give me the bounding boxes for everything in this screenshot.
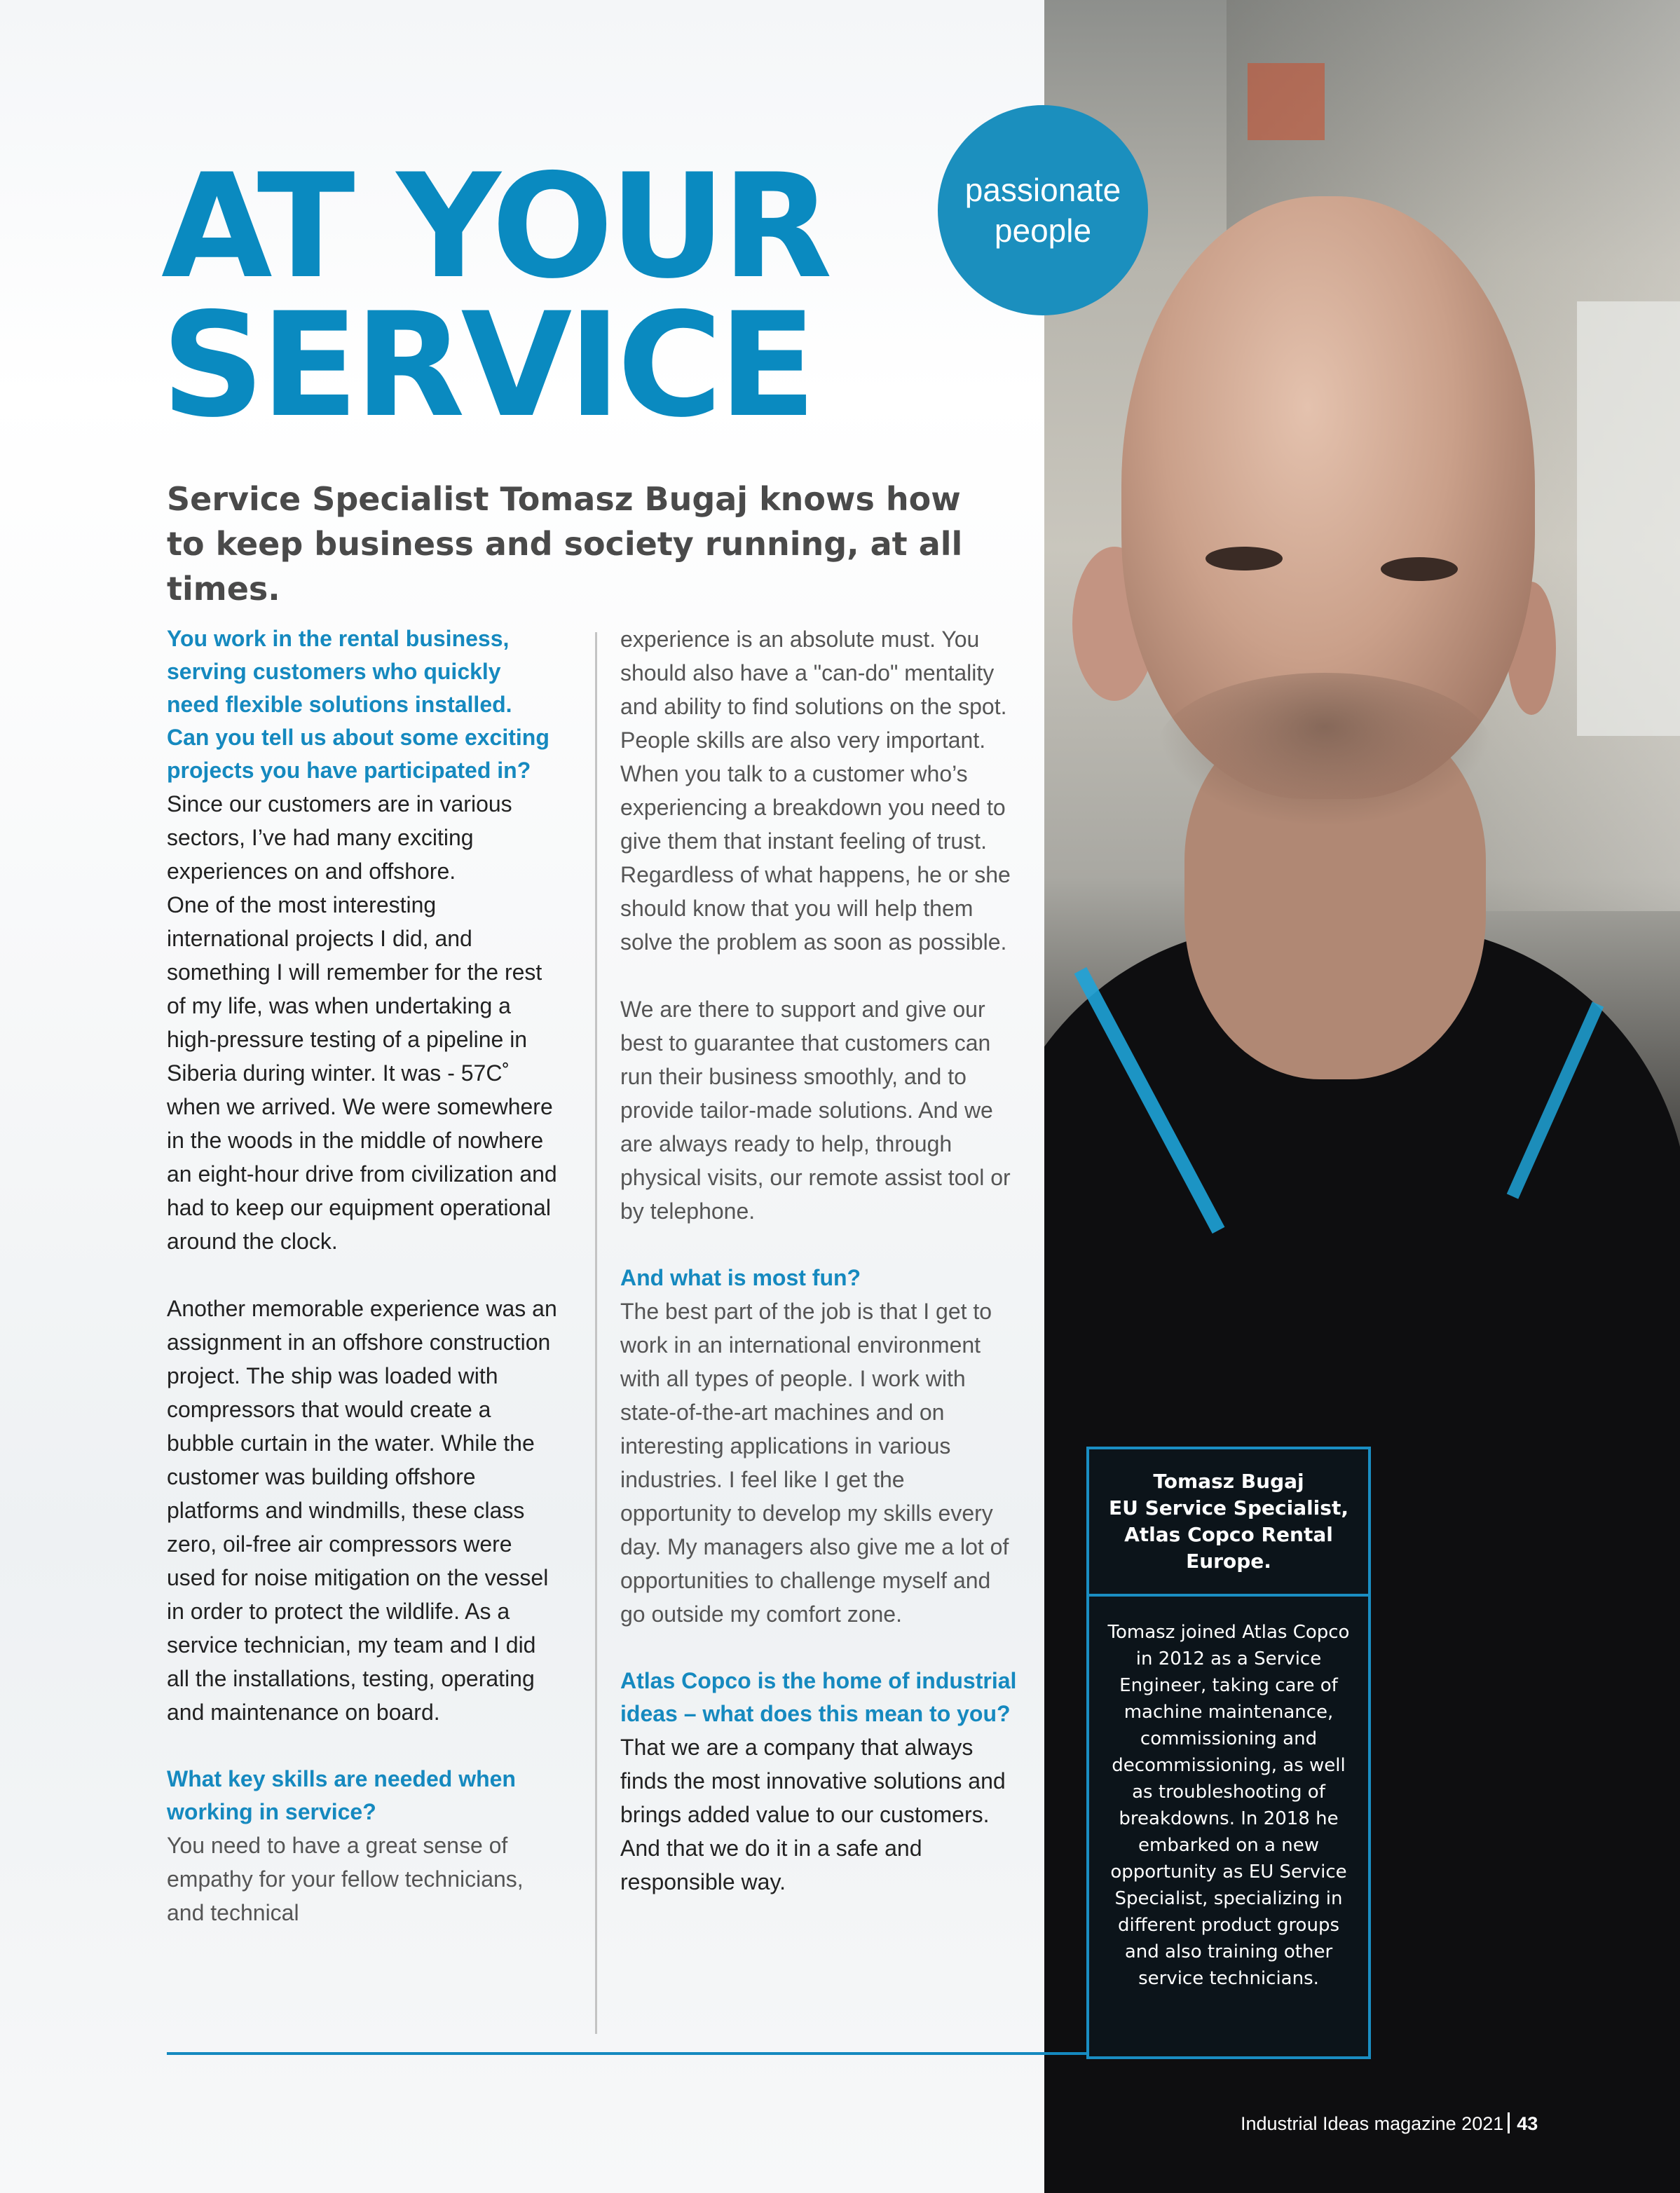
bottom-rule: [167, 2052, 1086, 2055]
article-column-1: [167, 622, 559, 1929]
page-title: [161, 144, 828, 449]
profile-role-3: Europe.: [1186, 1550, 1271, 1573]
profile-role-1: EU Service Specialist,: [1109, 1496, 1348, 1519]
section-badge: [938, 105, 1148, 315]
lede-text: Service Specialist Tomasz Bugaj knows how to keep business and society running, at all times.: [167, 480, 963, 608]
answer-5: That we are a company that always finds the most innovative solutions and brings added value to our customers. And that we do it in a safe and responsible way.: [620, 1735, 1006, 1894]
answer-4: The best part of the job is that I get to work in an international environment with all types of people. I work with state-of-the-art machines and on interesting applications in various industries. I feel like I get the opportunity to develop my skills every day. My managers also give me a lot of opportunities to challenge myself and go outside my comfort zone.: [620, 1299, 1009, 1627]
title-line-1: AT YOUR: [161, 144, 828, 310]
question-2: What key skills are needed when working in service?: [167, 1766, 516, 1824]
profile-bio: Tomasz joined Atlas Copco in 2012 as a Service Engineer, taking care of machine maintenance, commissioning and decommissioning, as well as troubleshooting of breakdowns. In 2018 he embarked on a new opportunity as EU Service Specialist, specializing in different product groups and also training other service technicians.: [1107, 1622, 1350, 1989]
badge-line-1: passionate: [964, 172, 1121, 208]
footer-separator: [1508, 2112, 1510, 2133]
answer-3-continued: experience is an absolute must. You should also have a "can-do" mentality and ability to find solutions on the spot. People skills are also very important. When you talk to a customer who’s experiencing a breakdown you need to give them that instant feeling of trust. Regardless of what happens, he or she should know that you will help them solve the problem as soon as possible.: [620, 627, 1011, 955]
question-3: And what is most fun?: [620, 1265, 861, 1290]
question-1: You work in the rental business, serving customers who quickly need flexible solutions installed. Can you tell us about some exciting projects you have participated in?: [167, 626, 549, 783]
page-number: 43: [1517, 2113, 1538, 2134]
question-4: Atlas Copco is the home of industrial ideas – what does this mean to you?: [620, 1668, 1017, 1726]
answer-3: You need to have a great sense of empathy for your fellow technicians, and technical: [167, 1833, 524, 1925]
answer-1a: Since our customers are in various sectors, I’ve had many exciting experiences on and offshore.: [167, 791, 512, 884]
profile-infobox: [1086, 1447, 1371, 2059]
magazine-name: Industrial Ideas magazine 2021: [1241, 2113, 1504, 2134]
column-divider: [595, 632, 597, 2034]
answer-3b: We are there to support and give our best to guarantee that customers can run their business smoothly, and to provide tailor-made solutions. And we are always ready to help, through physical visits, our remote assist tool or by telephone.: [620, 997, 1011, 1224]
answer-2: Another memorable experience was an assignment in an offshore construction project. The ship was loaded with compressors that would create a bubble curtain in the water. While the customer was building offshore platforms and windmills, these class zero, oil-free air compressors were used for noise mitigation on the vessel in order to protect the wildlife. As a service technician, my team and I did all the installations, testing, operating and maintenance on board.: [167, 1296, 557, 1725]
badge-line-2: people: [994, 212, 1092, 249]
profile-name: Tomasz Bugaj: [1153, 1470, 1304, 1493]
answer-1b: One of the most interesting international projects I did, and something I will remember for the rest of my life, was when undertaking a high-pressure testing of a pipeline in Siberia during winter. It was - 57C˚ when we arrived. We were somewhere in the woods in the middle of nowhere an eight-hour drive from civilization and had to keep our equipment operational around the clock.: [167, 892, 557, 1254]
profile-header: [1089, 1449, 1368, 1597]
profile-role-2: Atlas Copco Rental: [1124, 1523, 1333, 1546]
title-line-2: SERVICE: [161, 282, 812, 449]
page-footer: [1241, 2111, 1538, 2136]
article-column-2: [620, 622, 1020, 1899]
